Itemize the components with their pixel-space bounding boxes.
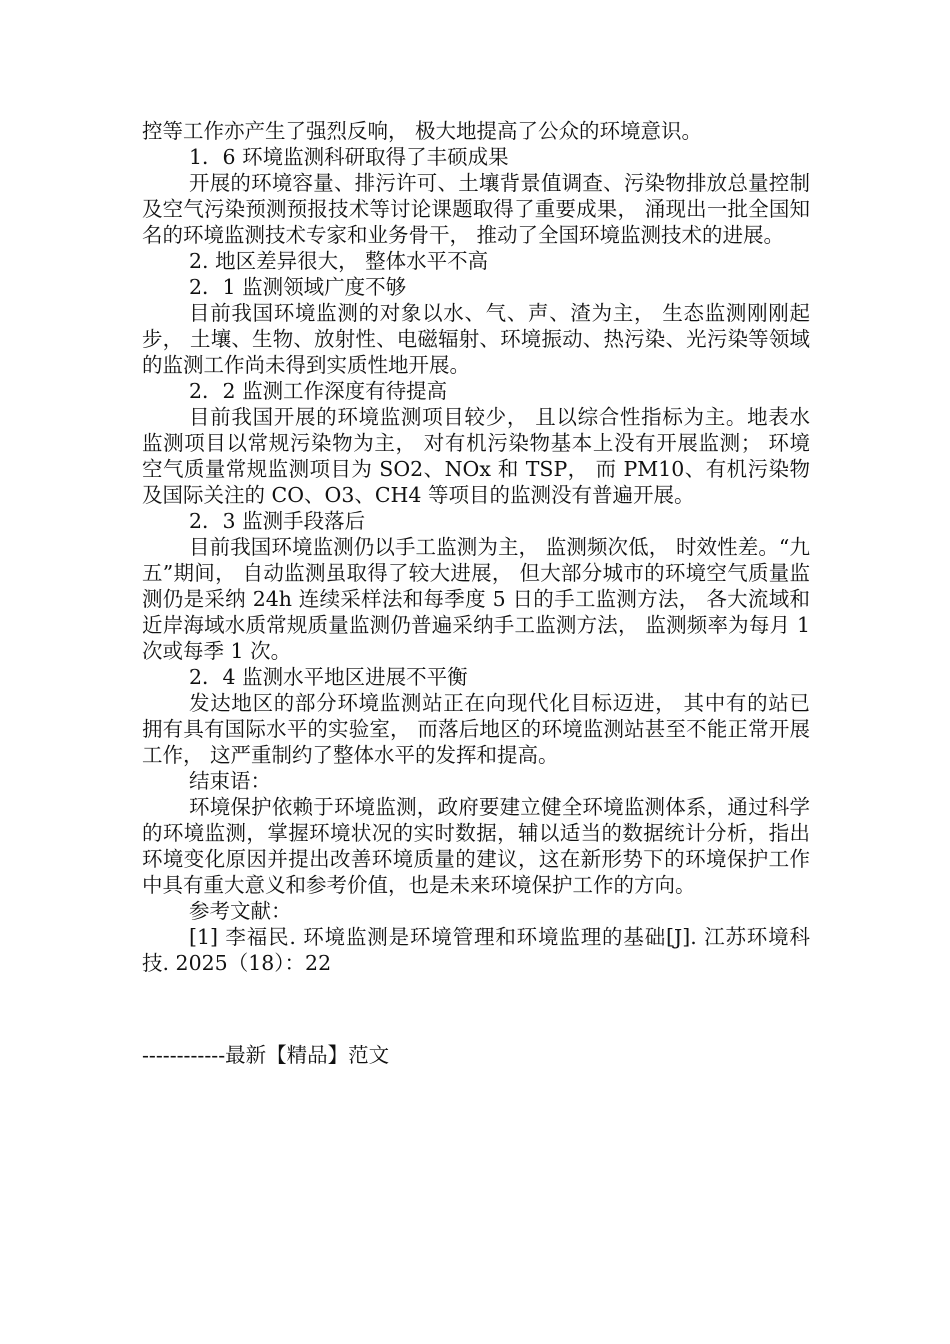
section-heading-1-6: 1．6 环境监测科研取得了丰硕成果 (189, 145, 509, 169)
document-body (142, 118, 810, 976)
section-heading-2-3: 2．3 监测手段落后 (189, 509, 366, 533)
paragraph-monitoring-depth: 目前我国开展的环境监测项目较少， 且以综合性指标为主。地表水监测项目以常规污染物为主， 对有机污染物基本上没有开展监测； 环境空气质量常规监测项目为 SO2、NOx 和 TSP， 而 PM10、有机污染物及国际关注的 CO、O3、CH4 等项目的监测没有普遍开展。 (142, 405, 810, 507)
paragraph-research-results: 开展的环境容量、排污许可、土壤背景值调查、污染物排放总量控制及空气污染预测预报技术等讨论课题取得了重要成果， 涌现出一批全国知名的环境监测技术专家和业务骨干， 推动了全国环境监测技术的进展。 (142, 171, 810, 247)
paragraph-monitoring-methods: 目前我国环境监测仍以手工监测为主， 监测频次低， 时效性差。“九五”期间， 自动监测虽取得了较大进展， 但大部分城市的环境空气质量监测仍是采纳 24h 连续采样法和每季度 5 日的手工监测方法， 各大流域和近岸海域水质常规质量监测仍普遍采纳手工监测方法， 监测频率为每月 1 次或每季 1 次。 (142, 535, 810, 663)
paragraph-regional-imbalance: 发达地区的部分环境监测站正在向现代化目标迈进， 其中有的站已拥有具有国际水平的实验室， 而落后地区的环境监测站甚至不能正常开展工作， 这严重制约了整体水平的发挥和提高。 (142, 691, 810, 767)
paragraph-continuation: 控等工作亦产生了强烈反响， 极大地提高了公众的环境意识。 (142, 119, 703, 143)
reference-item: [1] 李福民. 环境监测是环境管理和环境监理的基础[J]. 江苏环境科技. 2025（18）：22 (142, 925, 810, 975)
paragraph-monitoring-scope: 目前我国环境监测的对象以水、气、声、渣为主， 生态监测刚刚起步， 土壤、生物、放射性、电磁辐射、环境振动、热污染、光污染等领域的监测工作尚未得到实质性地开展。 (142, 301, 810, 377)
section-heading-2-2: 2．2 监测工作深度有待提高 (189, 379, 448, 403)
references-heading: 参考文献： (189, 899, 292, 923)
section-heading-2-4: 2．4 监测水平地区进展不平衡 (189, 665, 468, 689)
section-heading-2: 2. 地区差异很大， 整体水平不高 (189, 249, 489, 273)
page-footer: ------------最新【精品】范文 (142, 1043, 390, 1067)
conclusion-heading: 结束语： (189, 769, 271, 793)
paragraph-conclusion: 环境保护依赖于环境监测，政府要建立健全环境监测体系，通过科学的环境监测，掌握环境状况的实时数据，辅以适当的数据统计分析，指出环境变化原因并提出改善环境质量的建议，这在新形势下的环境保护工作中具有重大意义和参考价值，也是未来环境保护工作的方向。 (142, 795, 810, 897)
section-heading-2-1: 2．1 监测领域广度不够 (189, 275, 407, 299)
